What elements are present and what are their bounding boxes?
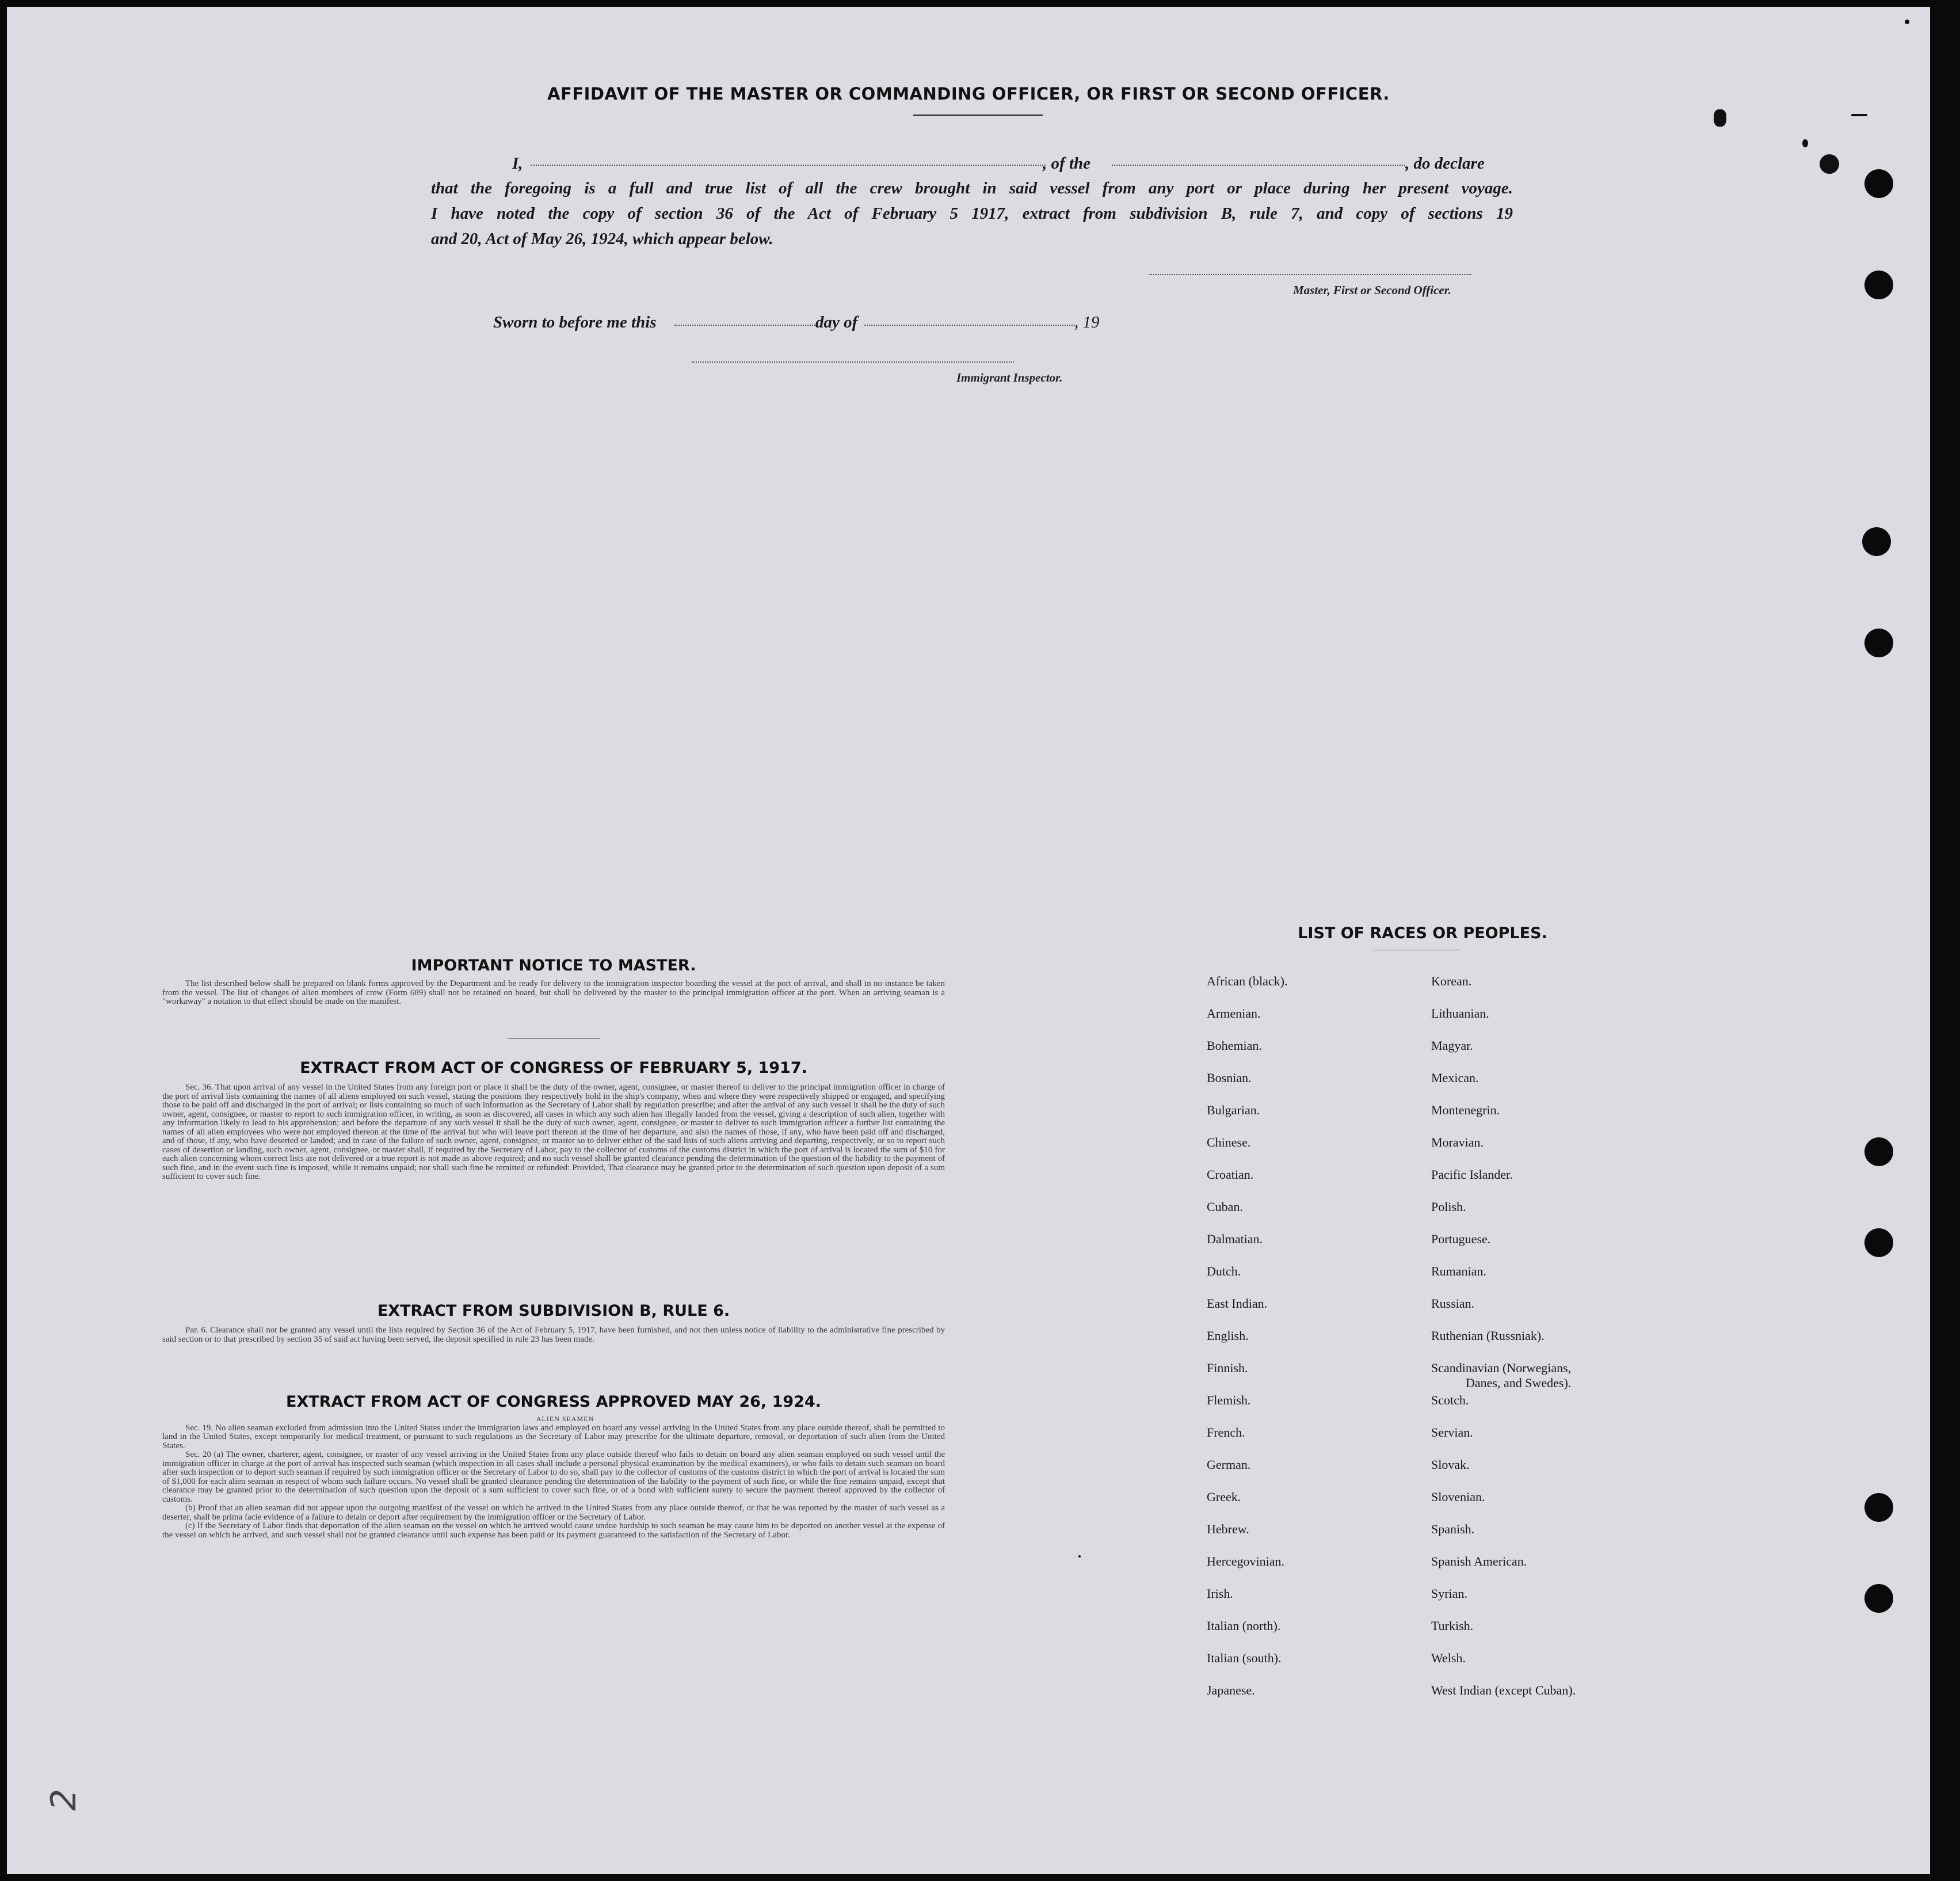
vessel-blank — [1112, 165, 1405, 166]
race-right: Spanish American. — [1431, 1554, 1527, 1568]
race-right: Welsh. — [1431, 1651, 1466, 1665]
notice-body: The list described below shall be prepared on blank forms approved by the Department and be ready for delivery to the immigration inspector boarding the vessel at the port of arrival, and shall in no instance be taken from the vessel. The list of changes of alien members of crew (Form 689) shall not be retained on board, but shall be delivered by the master to the principal immigration officer at the port. When an arriving seaman is a "workaway" a notation to that effect should be made on the manifest. — [162, 979, 945, 1006]
extract-1924-body — [162, 1415, 945, 1540]
race-right: Scandinavian (Norwegians, — [1431, 1361, 1572, 1375]
binder-hole — [1864, 271, 1893, 299]
race-right: Turkish. — [1431, 1619, 1474, 1633]
ink-speck — [1851, 114, 1867, 116]
race-left: Chinese. — [1207, 1135, 1251, 1149]
ink-speck — [1905, 20, 1909, 24]
master-signature-line — [1149, 274, 1471, 275]
sworn-prefix: Sworn to before me this — [493, 313, 657, 332]
race-left: Greek. — [1207, 1490, 1241, 1504]
race-left: Bohemian. — [1207, 1038, 1262, 1053]
race-right: Russian. — [1431, 1296, 1475, 1311]
margin-note: 2 — [44, 1788, 85, 1811]
race-right: Rumanian. — [1431, 1264, 1486, 1278]
races-title: LIST OF RACES OR PEOPLES. — [1298, 924, 1547, 942]
affidavit-line-3: I have noted the copy of section 36 of the Act of February 5 1917, extract from subdivision B, rule 7, and copy of sections 19 — [431, 204, 1513, 223]
race-left: Bulgarian. — [1207, 1103, 1260, 1117]
race-left: Bosnian. — [1207, 1071, 1252, 1085]
race-left: German. — [1207, 1457, 1251, 1472]
race-right: Mexican. — [1431, 1071, 1479, 1085]
extract-1924-title: EXTRACT FROM ACT OF CONGRESS APPROVED MAY 26, 1924. — [285, 1393, 822, 1411]
extract-rule6-title: EXTRACT FROM SUBDIVISION B, RULE 6. — [377, 1302, 730, 1320]
binder-hole — [1864, 1228, 1893, 1257]
race-right: Korean. — [1431, 974, 1472, 988]
race-left: Croatian. — [1207, 1167, 1254, 1182]
extract-1917-body: Sec. 36. That upon arrival of any vessel in the United States from any foreign port or place it shall be the duty of the owner, agent, consignee, or master thereof to deliver to the principal immigration officer in charge of the port of arrival lists containing the names of all aliens employed on such vessel, stating the positions they respectively hold in the ship's company, when and where they were respectively shipped or engaged, and specifying those to be paid off and discharged in the port of arrival; or lists containing so much of such information as the Secretary of Labor shall by regulation prescribe; and after the arrival of any such vessel it shall be the duty of such owner, agent, consignee, or master to report to such immigration officer, in writing, as soon as discovered, all cases in which any such alien has illegally landed from the vessel, giving a description of such alien, together with any information likely to lead to his apprehension; and before the departure of any such vessel it shall be the duty of such owner, agent, consignee, or master to deliver to such immigration officer a further list containing the names of all alien employees who were not employed thereon at the time of the arrival but who will leave port thereon at the time of her departure, and also the names of those, if any, who have been paid off and discharged, and of those, if any, who have deserted or landed; and in case of the failure of such owner, agent, consignee, or master so to deliver either of the said lists of such aliens arriving and departing, respectively, or so to report such cases of desertion or landing, such owner, agent, consignee, or master shall, if required by the Secretary of Labor, pay to the collector of customs of the customs district in which the port of arrival is located the sum of $10 for each alien concerning whom correct lists are not delivered or a true report is not made as above required; and no such vessel shall be granted clearance pending the determination of the question of the liability to the payment of such fine, and in the event such fine is imposed, while it remains unpaid; nor shall such fine be remitted or refunded: Provided, That clearance may be granted prior to the determination of such question upon deposit of a sum sufficient to cover such fine. — [162, 1083, 945, 1181]
race-right: Polish. — [1431, 1200, 1466, 1214]
race-left: Hercegovinian. — [1207, 1554, 1284, 1568]
notice-title: IMPORTANT NOTICE TO MASTER. — [411, 957, 696, 974]
race-right: Montenegrin. — [1431, 1103, 1500, 1117]
race-right: Magyar. — [1431, 1038, 1473, 1053]
binder-hole — [1864, 169, 1893, 198]
race-left: Hebrew. — [1207, 1522, 1249, 1536]
race-right: Ruthenian (Russniak). — [1431, 1328, 1545, 1343]
race-left: Cuban. — [1207, 1200, 1243, 1214]
affidavit-line-2: that the foregoing is a full and true list of all the crew brought in said vessel from any port or place during her present voyage. — [431, 179, 1513, 197]
race-left: African (black). — [1207, 974, 1288, 988]
affidavit-title: AFFIDAVIT OF THE MASTER OR COMMANDING OFFICER, OR FIRST OR SECOND OFFICER. — [547, 84, 1390, 104]
master-signature-label: Master, First or Second Officer. — [1293, 283, 1451, 297]
binder-hole — [1864, 629, 1893, 657]
affidavit-line-4: and 20, Act of May 26, 1924, which appear below. — [431, 230, 773, 248]
race-left: Armenian. — [1207, 1006, 1261, 1021]
ink-speck — [1820, 154, 1839, 174]
notice-divider — [508, 1038, 600, 1039]
binder-hole — [1864, 1584, 1893, 1613]
title-underline — [913, 115, 1043, 116]
race-right-continuation: Danes, and Swedes). — [1466, 1376, 1572, 1390]
sworn-day-of: day of — [815, 313, 858, 332]
race-right: Moravian. — [1431, 1135, 1484, 1149]
race-left: English. — [1207, 1328, 1249, 1343]
ink-speck — [1714, 109, 1726, 127]
affidavit-i: I, — [512, 154, 523, 173]
race-left: Italian (south). — [1207, 1651, 1282, 1665]
extract-1924-sec20c: (c) If the Secretary of Labor finds that deportation of the alien seaman on the vessel on which he arrived would cause undue hardship to such seaman he may cause him to be deported on another vessel at the expense of the vessel on which he arrived, and such vessel shall not be granted clearance until such expense has been paid or its payment guaranteed to the satisfaction of the Secretary of Labor. — [162, 1521, 945, 1540]
extract-1924-sec20b: (b) Proof that an alien seaman did not appear upon the outgoing manifest of the vessel on which he arrived in the United States from any place outside thereof, or that he was reported by the master of such vessel as a deserter, shall be prima facie evidence of a failure to detain or deport after requirement by the immigration officer or the Secretary of Labor. — [162, 1503, 945, 1522]
race-right: Spanish. — [1431, 1522, 1475, 1536]
race-right: Slovak. — [1431, 1457, 1470, 1472]
race-right: Slovenian. — [1431, 1490, 1485, 1504]
inspector-signature-line — [692, 361, 1014, 363]
sworn-day-blank — [674, 325, 815, 326]
ink-speck — [1802, 139, 1808, 147]
ink-speck — [1078, 1555, 1081, 1558]
race-left: Dutch. — [1207, 1264, 1241, 1278]
binder-hole — [1864, 1137, 1893, 1166]
race-right: Syrian. — [1431, 1586, 1467, 1601]
binder-hole — [1864, 1493, 1893, 1522]
race-left: Flemish. — [1207, 1393, 1251, 1407]
affidavit-of-the: , of the — [1043, 154, 1090, 173]
race-right: Pacific Islander. — [1431, 1167, 1513, 1182]
name-blank — [531, 165, 1046, 166]
affidavit-declare: , do declare — [1405, 154, 1485, 173]
race-right: West Indian (except Cuban). — [1431, 1683, 1576, 1697]
race-right: Servian. — [1431, 1425, 1473, 1440]
extract-1924-subtitle: ALIEN SEAMEN — [536, 1415, 594, 1423]
extract-1924-sec19: Sec. 19. No alien seaman excluded from admission into the United States under the immigration laws and employed on board any vessel arriving in the United States from any place outside thereof, shall be permitted to land in the United States, except temporarily for medical treatment, or pursuant to such regulations as the Secretary of Labor may prescribe for the ultimate departure, removal, or deportation of such alien from the United States. — [162, 1423, 945, 1450]
document-page — [7, 7, 1930, 1874]
inspector-label: Immigrant Inspector. — [956, 371, 1063, 384]
extract-1924-sec20a: Sec. 20 (a) The owner, charterer, agent, consignee, or master of any vessel arriving in the United States from any place outside thereof who fails to detain on board any alien seaman employed on such vessel until the immigration officer in charge at the port of arrival has inspected such seaman (which inspection in all cases shall include a personal physical examination by the medical examiners), or who fails to detain such seaman on board after such inspection or to deport such seaman if required by such immigration officer or the Secretary of Labor to do so, shall pay to the collector of customs of the customs district in which the port of arrival is located the sum of $1,000 for each alien seaman in respect of whom such failure occurs. No vessel shall be granted clearance pending the determination of the liability to the payment of such fine, or while the fine remains unpaid, except that clearance may be granted prior to the determination of such question upon the deposit of a sum sufficient to cover such fine, or of a bond with sufficient surety to secure the payment thereof approved by the collector of customs. — [162, 1450, 945, 1504]
race-left: Japanese. — [1207, 1683, 1255, 1697]
race-left: Finnish. — [1207, 1361, 1248, 1375]
race-right: Scotch. — [1431, 1393, 1469, 1407]
extract-1917-title: EXTRACT FROM ACT OF CONGRESS OF FEBRUARY 5, 1917. — [300, 1059, 807, 1077]
race-left: French. — [1207, 1425, 1245, 1440]
race-right: Portuguese. — [1431, 1232, 1491, 1246]
sworn-month-blank — [864, 325, 1077, 326]
binder-hole — [1862, 527, 1891, 556]
race-left: East Indian. — [1207, 1296, 1268, 1311]
race-right: Lithuanian. — [1431, 1006, 1489, 1021]
extract-rule6-body: Par. 6. Clearance shall not be granted any vessel until the lists required by Section 36 of the Act of February 5, 1917, have been furnished, and not then unless notice of liability to the administrative fine prescribed by said section or to that prescribed by section 35 of said act having been served, the deposit specified in rule 23 has been made. — [162, 1326, 945, 1344]
sworn-year: , 19 — [1074, 313, 1100, 332]
race-left: Irish. — [1207, 1586, 1233, 1601]
race-left: Italian (north). — [1207, 1619, 1281, 1633]
race-left: Dalmatian. — [1207, 1232, 1263, 1246]
